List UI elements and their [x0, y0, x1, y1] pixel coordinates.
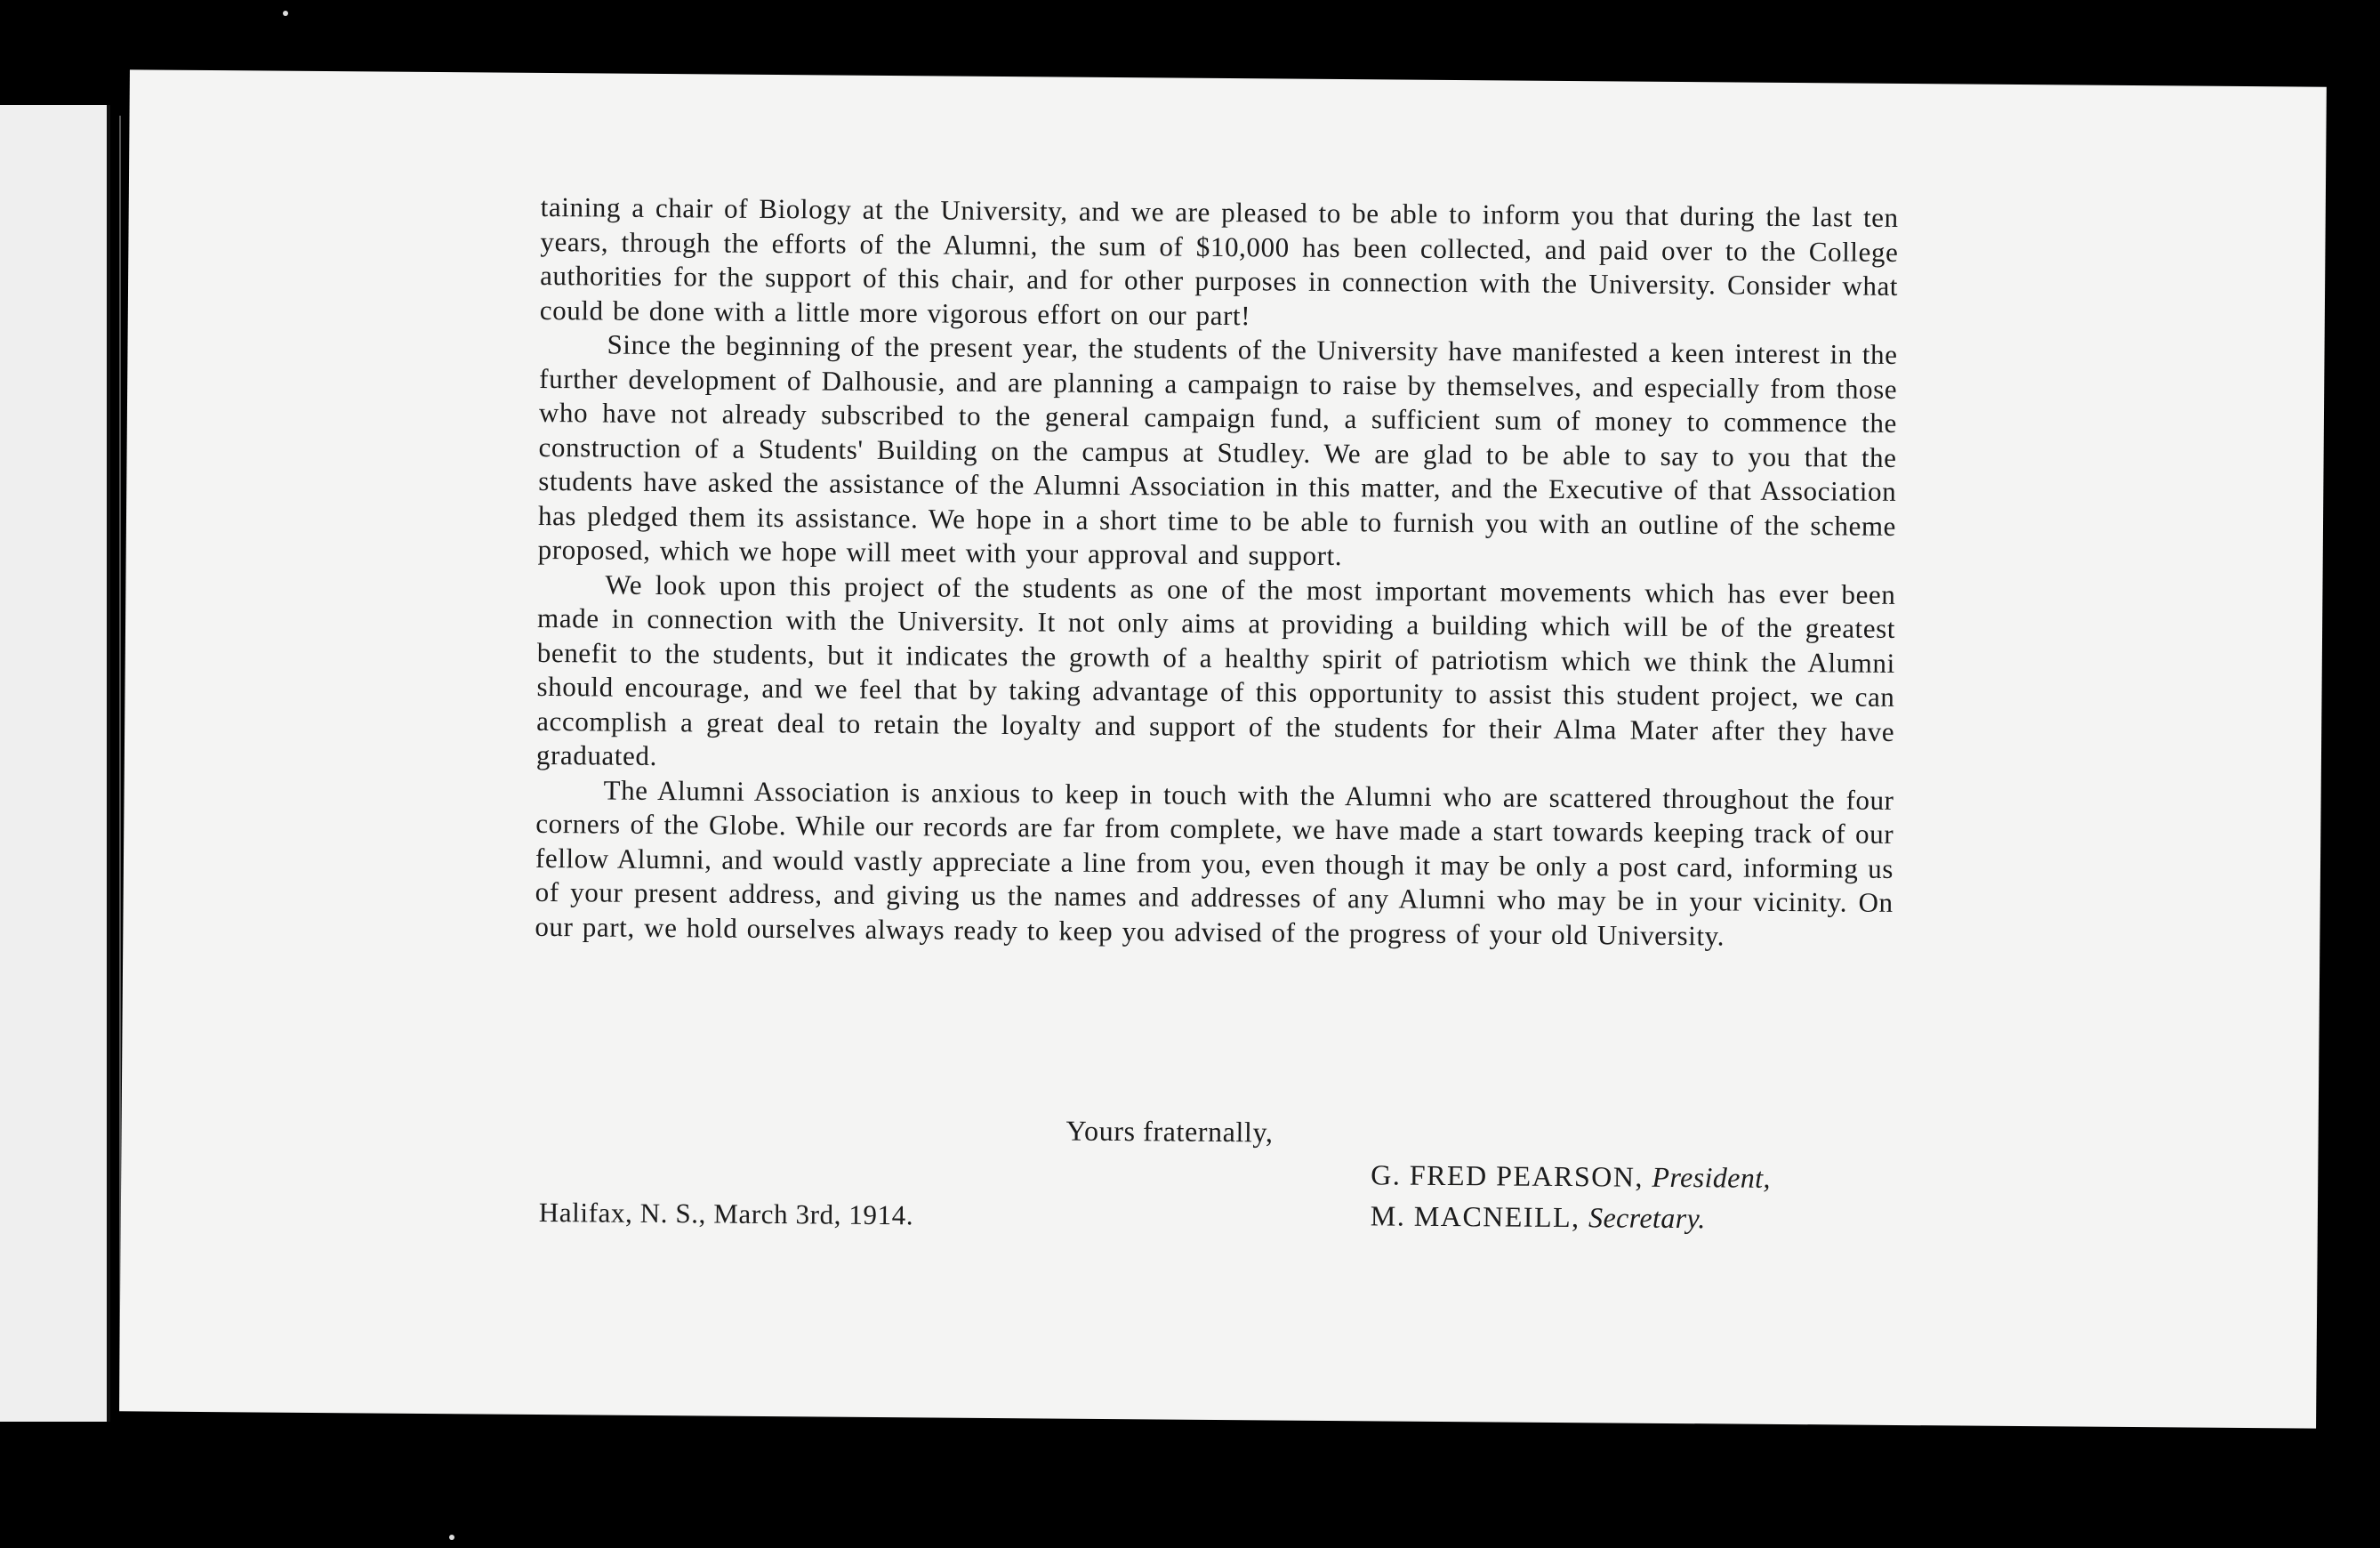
film-speck: [283, 11, 288, 16]
paragraph-biology-chair: taining a chair of Biology at the University, and we are pleased to be able to inform you that during the last ten years, through the efforts of the Alumni, the sum of $10,000 has been collected, and paid over to the College authorities for the support of this chair, and for other purposes in connection with the University. Consider what could be done with a little more vigorous effort on our part!: [539, 190, 1899, 331]
letter-page: [119, 69, 2327, 1428]
letter-body: [535, 190, 1899, 955]
place-and-date: Halifax, N. S., March 3rd, 1914.: [538, 1196, 914, 1231]
paragraph-alumni-contact: The Alumni Association is anxious to keep in touch with the Alumni who are scattered throughout the four corners of the Globe. While our records are far from complete, we have made a start towards keeping track of our fellow Alumni, and would vastly appreciate a line from you, even though it may be only a post card, informing us of your present address, and giving us the names and addresses of any Alumni who may be in your vicinity. On our part, we hold ourselves always ready to keep you advised of the progress of your old University.: [535, 774, 1894, 951]
signatory-title: Secretary.: [1588, 1201, 1706, 1235]
film-speck: [449, 1535, 454, 1540]
paragraph-project-importance: We look upon this project of the students as one of the most important movements which has ever been made in connection with the University. It not only aims at providing a building which will be of the greatest benefit to the students, but it indicates the growth of a healthy spirit of patriotism which we think the Alumni should encourage, and we feel that by taking advantage of this opportunity to assist this student project, we can accomplish a great deal to retain the loyalty and support of the students for their Alma Mater after they have graduated.: [535, 568, 1896, 772]
signatory-title: President,: [1652, 1160, 1772, 1194]
paragraph-students-building: Since the beginning of the present year, the students of the University have manifested a keen interest in the further development of Dalhousie, and are planning a campaign to raise by themselves, and especially from those who have not already subscribed to the general campaign fund, a sufficient sum of money to commence the construction of a Students' Building on the campus at Studley. We are glad to be able to say to you that the students have asked the assistance of the Alumni Association in this matter, and the Executive of that Association has pledged them its assistance. We hope in a short time to be able to furnish you with an outline of the scheme proposed, which we hope will meet with your approval and support.: [537, 328, 1898, 572]
signatory-name: G. FRED PEARSON,: [1371, 1158, 1644, 1193]
letter-closing: Yours fraternally,: [1065, 1114, 1274, 1149]
page-fold-shadow: [107, 105, 110, 1422]
signatory-name: M. MACNEILL,: [1370, 1199, 1580, 1234]
signature-president: [1371, 1158, 1771, 1195]
facing-page-edge: [0, 105, 107, 1422]
signature-secretary: [1371, 1199, 1706, 1235]
